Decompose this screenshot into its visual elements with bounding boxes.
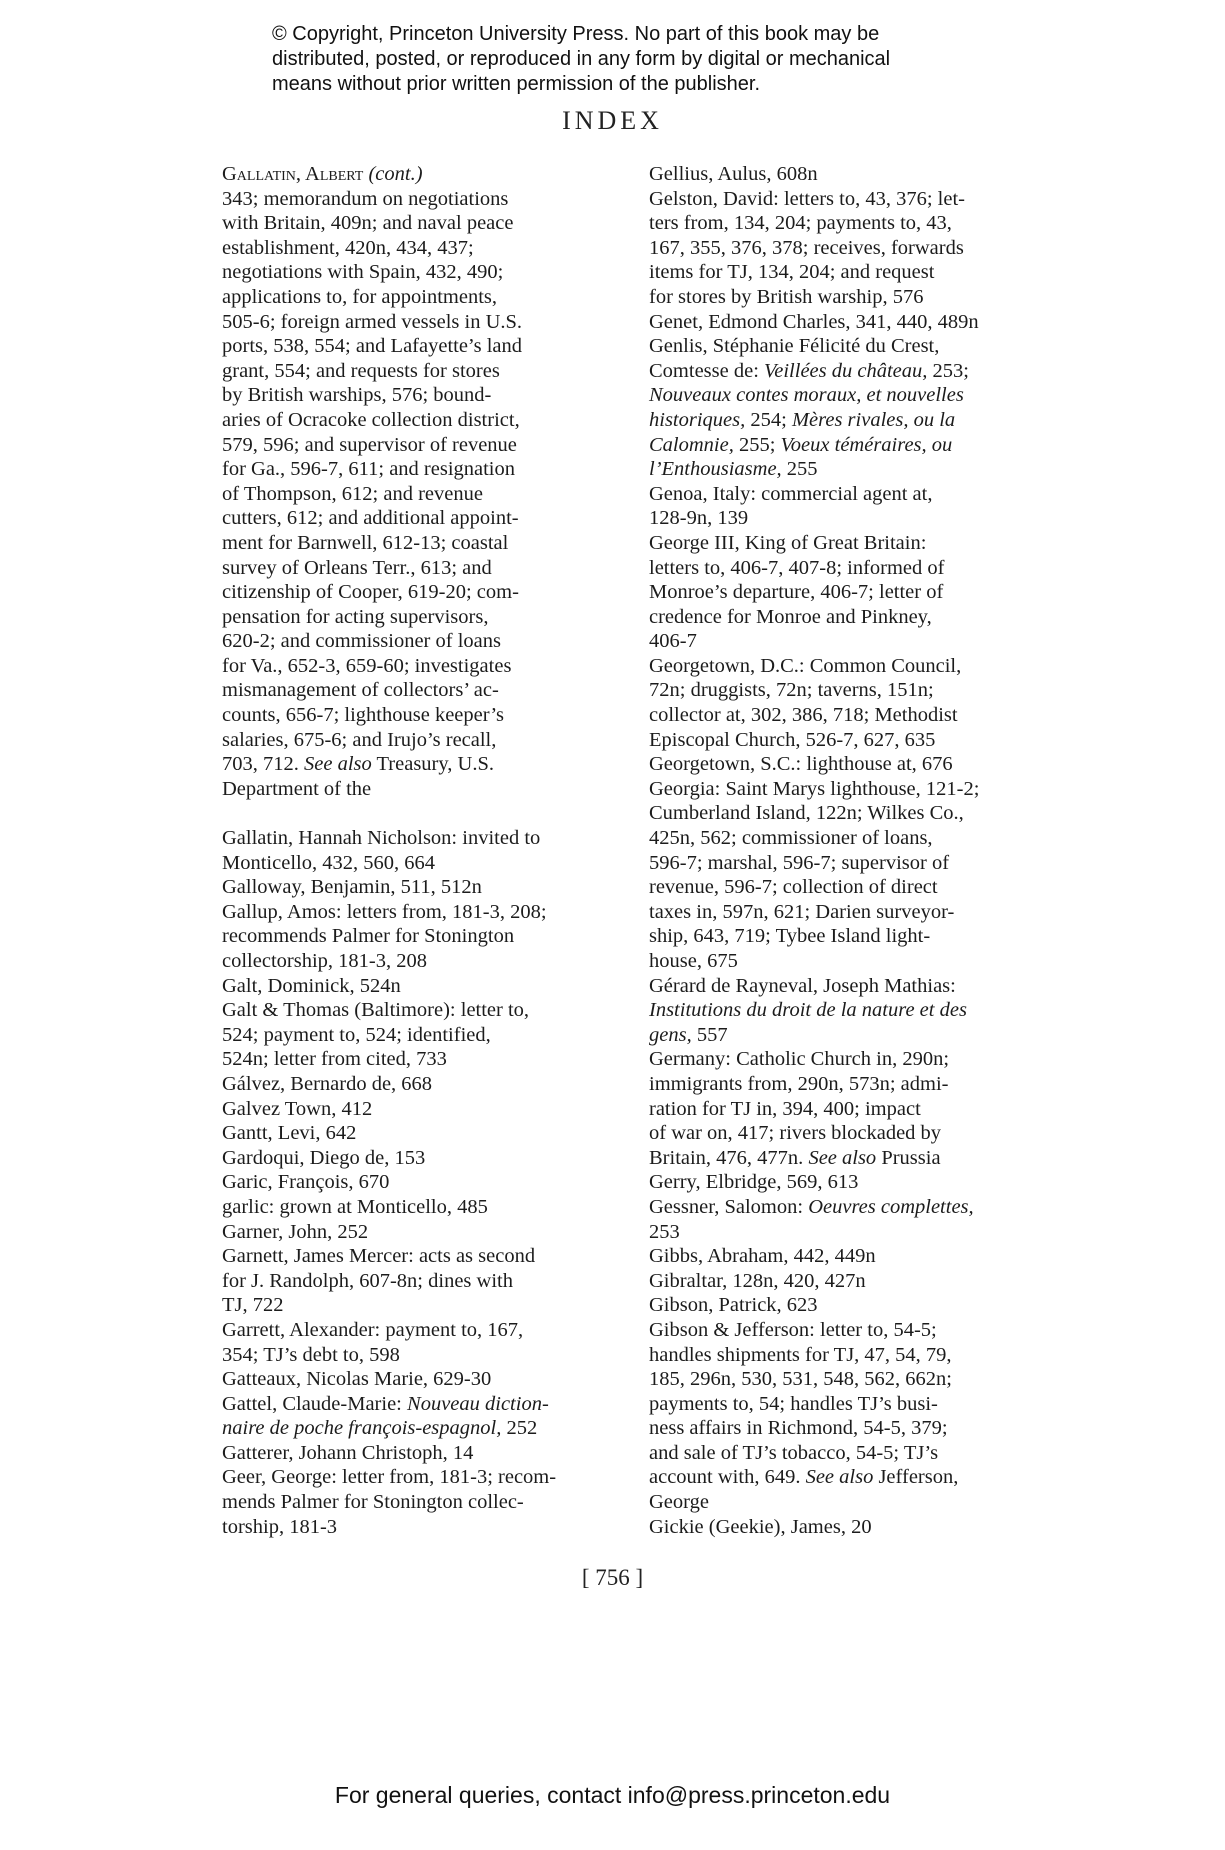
index-entry [222, 1220, 622, 1245]
index-entries-right [649, 1515, 1059, 1540]
entry-line: of war on, 417; rivers blockaded by [649, 1122, 942, 1145]
copyright-line: means without prior written permission of the publisher. [272, 73, 761, 95]
entry-line: Garic, François, 670 [222, 1171, 390, 1194]
entry-line: Gickie (Geekie), James, 20 [649, 1515, 872, 1538]
entry-line: counts, 656-7; lighthouse keeper’s [222, 704, 505, 727]
work-title: l’Enthousiasme, [649, 458, 782, 481]
entry-line: Gerry, Elbridge, 569, 613 [649, 1171, 859, 1194]
entry-line: revenue, 596-7; collection of direct [649, 876, 938, 899]
entry-line: Geer, George: letter from, 181-3; recom- [222, 1466, 557, 1489]
entry-line: Gelston, David: letters to, 43, 376; let- [649, 187, 965, 210]
index-entries-left [222, 826, 622, 1392]
index-entry [222, 1097, 622, 1122]
entry-line: Genoa, Italy: commercial agent at, [649, 482, 933, 505]
work-title: Institutions du droit de la nature et des [649, 999, 967, 1022]
index-entry [222, 1244, 622, 1318]
index-entry [649, 752, 1059, 777]
entry-line: 524n; letter from cited, 733 [222, 1048, 447, 1071]
entry-text: Comtesse de: [649, 359, 765, 382]
entry-line: handles shipments for TJ, 47, 54, 79, [649, 1343, 952, 1366]
entry-line: Genlis, Stéphanie Félicité du Crest, [649, 335, 940, 358]
entry-text: 253; [927, 359, 969, 382]
entry-line: 72n; druggists, 72n; taverns, 151n; [649, 679, 934, 702]
entry-line: collector at, 302, 386, 718; Methodist [649, 704, 958, 727]
entry-line: TJ, 722 [222, 1294, 284, 1317]
page-number: [ 756 ] [581, 1565, 644, 1590]
entry-line: mismanagement of collectors’ ac- [222, 679, 499, 702]
entry-text: 703, 712. [222, 753, 304, 776]
entry-heading: Gallatin, Albert [222, 163, 364, 185]
index-entry [649, 1318, 1059, 1515]
index-column-left [222, 162, 622, 1539]
entry-line: and sale of TJ’s tobacco, 54-5; TJ’s [649, 1441, 939, 1464]
entry-line: Georgetown, D.C.: Common Council, [649, 654, 962, 677]
index-entry [222, 1146, 622, 1171]
work-title: Calomnie, [649, 433, 734, 456]
entry-line: by British warships, 576; bound- [222, 384, 492, 407]
entry-line: Gardoqui, Diego de, 153 [222, 1146, 426, 1169]
entry-line [649, 1023, 1059, 1048]
index-entry [222, 1465, 622, 1539]
entry-line: Gatteaux, Nicolas Marie, 629-30 [222, 1368, 492, 1391]
entry-text: Treasury, U.S. [371, 753, 495, 776]
entry-line: Galvez Town, 412 [222, 1097, 373, 1120]
entry-line: Episcopal Church, 526-7, 627, 635 [649, 728, 936, 751]
entry-line: ters from, 134, 204; payments to, 43, [649, 212, 952, 235]
entry-line: Galt, Dominick, 524n [222, 974, 401, 997]
entry-line: collectorship, 181-3, 208 [222, 950, 427, 972]
index-entry [649, 1244, 1059, 1269]
entry-text: 255; [733, 433, 781, 456]
index-entry [222, 826, 622, 875]
entry-text: Gattel, Claude-Marie: [222, 1392, 408, 1415]
index-entry [222, 875, 622, 900]
entry-line: Department of the [222, 777, 372, 800]
entry-line: ports, 538, 554; and Lafayette’s land [222, 335, 523, 358]
entry-text: 254; [745, 408, 792, 431]
entry-line: with Britain, 409n; and naval peace [222, 212, 514, 235]
see-also-label: See also [304, 753, 372, 776]
see-also-label: See also [805, 1466, 874, 1489]
entry-line: salaries, 675-6; and Irujo’s recall, [222, 728, 497, 751]
entry-line: items for TJ, 134, 204; and request [649, 261, 935, 284]
entry-line: Georgetown, S.C.: lighthouse at, 676 [649, 753, 953, 776]
index-entry [222, 998, 622, 1072]
entry-line: of Thompson, 612; and revenue [222, 482, 483, 505]
entry-line: cutters, 612; and additional appoint- [222, 507, 519, 530]
entry-line: for J. Randolph, 607-8n; dines with [222, 1269, 513, 1292]
entry-line: Gibbs, Abraham, 442, 449n [649, 1245, 876, 1268]
index-entry [649, 1170, 1059, 1195]
entry-line: 343; memorandum on negotiations [222, 187, 509, 210]
copyright-notice [272, 22, 972, 97]
index-entry [649, 334, 1059, 482]
entry-line: Monticello, 432, 560, 664 [222, 851, 435, 874]
entry-line: ration for TJ in, 394, 400; impact [649, 1097, 921, 1120]
entry-line: payments to, 54; handles TJ’s busi- [649, 1392, 938, 1415]
entry-line: citizenship of Cooper, 619-20; com- [222, 581, 519, 604]
entry-line: recommends Palmer for Stonington [222, 925, 515, 948]
work-title: Veillées du château, [764, 359, 928, 382]
work-title: historiques, [649, 408, 746, 431]
entry-line [222, 752, 622, 777]
entry-line: Monroe’s departure, 406-7; letter of [649, 581, 944, 604]
index-entries-right [649, 1170, 1059, 1195]
work-title: naire de poche françois-espagnol, [222, 1417, 502, 1440]
entry-line [649, 383, 1059, 408]
index-entry [649, 1293, 1059, 1318]
entry-line: Gibraltar, 128n, 420, 427n [649, 1269, 866, 1292]
entry-line: Garner, John, 252 [222, 1220, 369, 1243]
entry-line: letters to, 406-7, 407-8; informed of [649, 556, 945, 579]
index-entry [222, 1072, 622, 1097]
entry-line [222, 162, 622, 187]
index-entry [222, 1195, 622, 1220]
entry-line: immigrants from, 290n, 573n; admi- [649, 1072, 949, 1095]
entry-line: Galloway, Benjamin, 511, 512n [222, 876, 482, 899]
entry-text: Prussia [876, 1146, 941, 1169]
index-entry [222, 900, 622, 974]
work-title: gens, [649, 1023, 692, 1046]
entry-text: account with, 649. [649, 1466, 806, 1489]
entry-line: George III, King of Great Britain: [649, 531, 927, 554]
entry-line: Georgia: Saint Marys lighthouse, 121-2; [649, 777, 980, 800]
entry-text: 252 [501, 1417, 538, 1440]
index-entries-left-tail [222, 1441, 622, 1539]
entry-line: taxes in, 597n, 621; Darien surveyor- [649, 900, 955, 923]
index-entry [222, 162, 622, 801]
entry-line: Garrett, Alexander: payment to, 167, [222, 1318, 524, 1341]
index-entries-right [649, 482, 1059, 974]
entry-line: Gatterer, Johann Christoph, 14 [222, 1441, 474, 1464]
index-entry [222, 1441, 622, 1466]
entry-line [649, 1465, 1059, 1490]
index-entry [649, 482, 1059, 531]
entry-line: Germany: Catholic Church in, 290n; [649, 1048, 950, 1071]
entry-line [649, 1195, 1059, 1220]
entry-line: 425n, 562; commissioner of loans, [649, 827, 933, 850]
entry-line [222, 1392, 622, 1417]
entry-line: establishment, 420n, 434, 437; [222, 236, 474, 259]
entry-line: survey of Orleans Terr., 613; and [222, 556, 492, 579]
entry-line: 620-2; and commissioner of loans [222, 630, 501, 653]
entry-line: 128-9n, 139 [649, 507, 749, 530]
entry-line: mends Palmer for Stonington collec- [222, 1491, 524, 1514]
entry-line: 406-7 [649, 630, 697, 653]
entry-line: George [649, 1491, 709, 1514]
entry-line: garlic: grown at Monticello, 485 [222, 1195, 488, 1218]
entry-line: 505-6; foreign armed vessels in U.S. [222, 310, 523, 333]
entry-text: 255 [781, 458, 818, 481]
index-entry [649, 1515, 1059, 1540]
entry-line [649, 457, 1059, 482]
entry-text: Britain, 476, 477n. [649, 1146, 809, 1169]
entry-line [649, 408, 1059, 433]
entry-line: Gallup, Amos: letters from, 181-3, 208; [222, 900, 547, 923]
entry-line: credence for Monroe and Pinkney, [649, 605, 932, 628]
index-entry [222, 974, 622, 999]
entry-line: Garnett, James Mercer: acts as second [222, 1245, 536, 1268]
entry-line [222, 1416, 622, 1441]
index-entry [649, 1195, 1059, 1244]
continued-marker: (cont.) [368, 163, 423, 185]
entry-line: Gálvez, Bernardo de, 668 [222, 1072, 433, 1095]
index-entry [649, 974, 1059, 1048]
entry-line: house, 675 [649, 950, 738, 972]
entry-spacer [222, 801, 622, 826]
entry-line: grant, 554; and requests for stores [222, 359, 500, 382]
entry-line [649, 1146, 1059, 1171]
index-entry [222, 1121, 622, 1146]
index-entry [649, 654, 1059, 752]
index-entry [649, 162, 1059, 187]
entry-line: Cumberland Island, 122n; Wilkes Co., [649, 802, 964, 825]
entry-line: Galt & Thomas (Baltimore): letter to, [222, 999, 530, 1022]
entry-line: pensation for acting supervisors, [222, 605, 489, 628]
page-title: INDEX [562, 106, 663, 135]
index-entry [649, 187, 1059, 310]
index-entry [649, 777, 1059, 974]
entry-line: 354; TJ’s debt to, 598 [222, 1343, 400, 1366]
copyright-line: © Copyright, Princeton University Press. No part of this book may be [272, 23, 880, 45]
entry-text: Gessner, Salomon: [649, 1195, 809, 1218]
copyright-line: distributed, posted, or reproduced in any form by digital or mechanical [272, 48, 891, 70]
work-title: Nouveaux contes moraux, et nouvelles [649, 384, 964, 407]
index-entry [222, 1367, 622, 1392]
entry-line: 524; payment to, 524; identified, [222, 1023, 491, 1046]
entry-line: applications to, for appointments, [222, 285, 497, 308]
footer-contact: For general queries, contact info@press.princeton.edu [334, 1782, 891, 1808]
index-entry [222, 1170, 622, 1195]
entry-line: Gellius, Aulus, 608n [649, 163, 818, 185]
entry-line: aries of Ocracoke collection district, [222, 408, 520, 431]
entry-text: Jefferson, [873, 1466, 959, 1489]
entry-line: 167, 355, 376, 378; receives, forwards [649, 236, 964, 259]
entry-line: Gibson, Patrick, 623 [649, 1294, 818, 1317]
work-title: Mères rivales, ou la [791, 408, 956, 431]
entry-line: for Va., 652-3, 659-60; investigates [222, 654, 512, 677]
index-entry [222, 1392, 622, 1441]
entry-line [649, 359, 1059, 384]
entry-line: Gibson & Jefferson: letter to, 54-5; [649, 1318, 937, 1341]
entry-line: torship, 181-3 [222, 1515, 338, 1538]
index-entry [649, 310, 1059, 335]
entry-text: 557 [691, 1023, 728, 1046]
work-title: Nouveau diction- [407, 1392, 549, 1415]
index-entry [649, 531, 1059, 654]
entry-line: negotiations with Spain, 432, 490; [222, 261, 504, 284]
entry-line: 596-7; marshal, 596-7; supervisor of [649, 851, 950, 874]
entry-line: 185, 296n, 530, 531, 548, 562, 662n; [649, 1368, 952, 1391]
entry-line: Gérard de Rayneval, Joseph Mathias: [649, 974, 956, 997]
index-entries-right [649, 162, 1059, 334]
index-entry [649, 1047, 1059, 1170]
entry-line: Genet, Edmond Charles, 341, 440, 489n [649, 310, 979, 333]
entry-line: for Ga., 596-7, 611; and resignation [222, 458, 516, 481]
entry-line: for stores by British warship, 576 [649, 285, 924, 308]
entry-line: ship, 643, 719; Tybee Island light- [649, 925, 931, 948]
entry-line: ment for Barnwell, 612-13; coastal [222, 531, 509, 554]
work-title: Voeux téméraires, ou [780, 433, 953, 456]
index-entries-right [649, 1244, 1059, 1318]
index-column-right [649, 162, 1059, 1539]
work-title: Oeuvres complettes, [808, 1195, 974, 1218]
see-also-label: See also [808, 1146, 877, 1169]
entry-line: ness affairs in Richmond, 54-5, 379; [649, 1417, 948, 1440]
index-entry [649, 1269, 1059, 1294]
entry-line: Gallatin, Hannah Nicholson: invited to [222, 827, 541, 850]
entry-line: Gantt, Levi, 642 [222, 1122, 357, 1145]
index-entry [222, 1318, 622, 1367]
entry-line [649, 998, 1059, 1023]
entry-line: 253 [649, 1220, 680, 1243]
entry-line [649, 433, 1059, 458]
entry-line: 579, 596; and supervisor of revenue [222, 433, 517, 456]
